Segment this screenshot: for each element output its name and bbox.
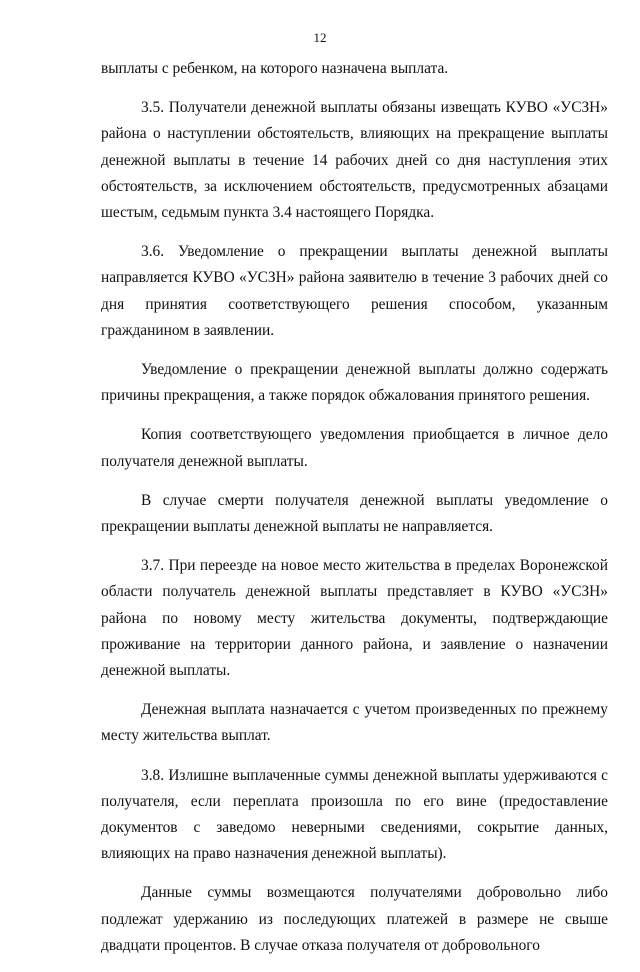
paragraph-reimbursement: Данные суммы возмещаются получателями добровольно либо подлежат удержанию из последующих платежей в размере не свыше двадцати процентов. В случае отказа получателя от добровольного: [101, 884, 608, 954]
paragraph-continuation: выплаты с ребенком, на которого назначена выплата.: [101, 60, 449, 77]
paragraph-3-5: 3.5. Получатели денежной выплаты обязаны извещать КУВО «УСЗН» района о наступлении обстоятельств, влияющих на прекращение выплаты денежной выплаты в течение 14 рабочих дней со дня наступления этих обстоятельств, за исключением обстоятельств, предусмотренных абзацами шестым, седьмым пункта 3.4 настоящего Порядка.: [101, 99, 608, 222]
document-body: [101, 56, 608, 972]
paragraph-notice-content: Уведомление о прекращении денежной выплаты должно содержать причины прекращения, а также порядок обжалования принятого решения.: [101, 361, 608, 405]
paragraph-notice-copy: Копия соответствующего уведомления приобщается в личное дело получателя денежной выплаты.: [101, 426, 608, 470]
paragraph-reassignment: Денежная выплата назначается с учетом произведенных по прежнему месту жительства выплат.: [101, 701, 608, 745]
paragraph-3-7: 3.7. При переезде на новое место жительства в пределах Воронежской области получатель денежной выплаты представляет в КУВО «УСЗН» района по новому месту жительства документы, подтверждающие проживание на территории данного района, и заявление о назначении денежной выплаты.: [101, 557, 608, 680]
paragraph-death-case: В случае смерти получателя денежной выплаты уведомление о прекращении выплаты денежной выплаты не направляется.: [101, 491, 608, 536]
page-number: 12: [313, 30, 327, 45]
paragraph-3-6: 3.6. Уведомление о прекращении выплаты денежной выплаты направляется КУВО «УСЗН» района заявителю в течение 3 рабочих дней со дня принятия соответствующего решения способом, указанным гражданином в заявлении.: [101, 243, 608, 339]
paragraph-3-8: 3.8. Излишне выплаченные суммы денежной выплаты удерживаются с получателя, если переплата произошла по его вине (предоставление документов с заведомо неверными сведениями, сокрытие данных, влияющих на право назначения денежной выплаты).: [101, 766, 608, 863]
